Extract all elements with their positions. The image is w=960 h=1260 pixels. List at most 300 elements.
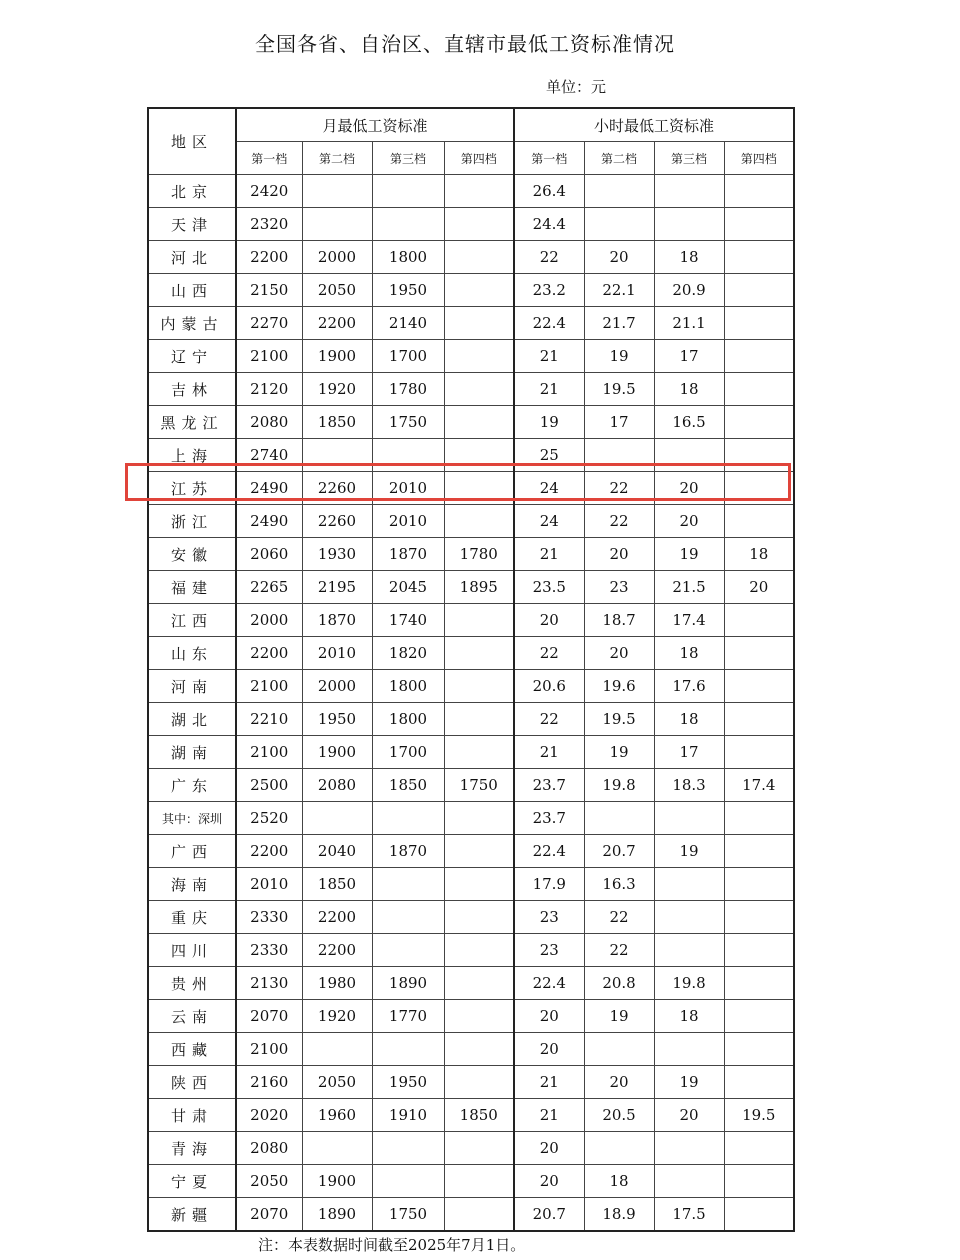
monthly-tier-4-cell [444,901,514,934]
monthly-tier-3-cell: 1700 [372,340,444,373]
table-row [148,406,794,439]
hourly-tier-2-cell: 22 [584,934,654,967]
monthly-tier-1-cell: 2120 [236,373,302,406]
monthly-tier-2-cell: 1920 [302,373,372,406]
monthly-tier-1-cell: 2490 [236,472,302,505]
monthly-tier-1-cell: 2020 [236,1099,302,1132]
monthly-tier-4-cell: 1895 [444,571,514,604]
monthly-tier-1-cell: 2330 [236,901,302,934]
monthly-tier-4-cell [444,1132,514,1165]
monthly-tier-3-cell: 1910 [372,1099,444,1132]
hourly-tier-1-cell: 20 [514,1000,584,1033]
monthly-tier-2-header: 第二档 [302,142,372,175]
monthly-tier-2-cell [302,1132,372,1165]
monthly-tier-3-cell: 1890 [372,967,444,1000]
table-row [148,208,794,241]
monthly-tier-2-cell: 2200 [302,307,372,340]
hourly-tier-3-cell [654,901,724,934]
hourly-tier-4-cell: 18 [724,538,794,571]
monthly-tier-3-cell: 1820 [372,637,444,670]
hourly-tier-4-header: 第四档 [724,142,794,175]
hourly-tier-2-cell: 20.8 [584,967,654,1000]
monthly-tier-1-cell: 2070 [236,1198,302,1232]
hourly-tier-3-header: 第三档 [654,142,724,175]
table-row [148,175,794,208]
hourly-tier-3-cell [654,1132,724,1165]
monthly-tier-4-cell [444,835,514,868]
monthly-tier-4-cell [444,505,514,538]
hourly-tier-4-cell [724,406,794,439]
monthly-tier-3-cell: 2010 [372,472,444,505]
hourly-tier-3-cell: 20 [654,1099,724,1132]
hourly-tier-1-cell: 21 [514,373,584,406]
region-cell: 山西 [148,274,236,307]
hourly-tier-1-cell: 22 [514,637,584,670]
region-cell: 安徽 [148,538,236,571]
monthly-tier-2-cell: 1850 [302,406,372,439]
hourly-tier-3-cell: 18.3 [654,769,724,802]
monthly-tier-3-cell [372,868,444,901]
monthly-tier-4-cell [444,670,514,703]
hourly-tier-2-cell [584,802,654,835]
monthly-tier-3-cell [372,1165,444,1198]
region-cell: 广西 [148,835,236,868]
hourly-tier-2-cell: 19 [584,1000,654,1033]
monthly-tier-4-cell: 1750 [444,769,514,802]
table-row [148,637,794,670]
monthly-tier-4-header: 第四档 [444,142,514,175]
monthly-tier-1-cell: 2000 [236,604,302,637]
monthly-tier-2-cell: 1890 [302,1198,372,1232]
region-cell: 天津 [148,208,236,241]
hourly-tier-3-cell: 20 [654,472,724,505]
hourly-tier-3-cell: 17.5 [654,1198,724,1232]
table-row [148,340,794,373]
monthly-tier-3-cell: 1850 [372,769,444,802]
table-row [148,1033,794,1066]
table-row [148,934,794,967]
region-cell: 宁夏 [148,1165,236,1198]
monthly-tier-1-cell: 2160 [236,1066,302,1099]
region-cell: 浙江 [148,505,236,538]
monthly-tier-3-cell: 1780 [372,373,444,406]
monthly-tier-1-cell: 2080 [236,1132,302,1165]
table-row [148,373,794,406]
hourly-tier-2-cell [584,1033,654,1066]
hourly-tier-4-cell [724,274,794,307]
region-cell: 黑龙江 [148,406,236,439]
monthly-tier-3-cell: 1950 [372,274,444,307]
monthly-tier-2-cell: 2040 [302,835,372,868]
hourly-tier-2-cell: 20 [584,637,654,670]
monthly-tier-3-cell: 1800 [372,703,444,736]
monthly-tier-2-cell: 1900 [302,1165,372,1198]
region-cell: 福建 [148,571,236,604]
hourly-tier-4-cell [724,604,794,637]
monthly-header: 月最低工资标准 [236,108,514,142]
monthly-tier-4-cell [444,208,514,241]
hourly-tier-3-cell: 16.5 [654,406,724,439]
hourly-tier-1-cell: 23.2 [514,274,584,307]
hourly-tier-1-cell: 23.5 [514,571,584,604]
hourly-tier-2-cell [584,1132,654,1165]
hourly-tier-3-cell [654,1033,724,1066]
table-row [148,967,794,1000]
hourly-tier-4-cell [724,901,794,934]
table-row [148,505,794,538]
hourly-tier-2-cell: 22 [584,505,654,538]
monthly-tier-4-cell [444,703,514,736]
region-cell: 青海 [148,1132,236,1165]
hourly-tier-1-cell: 24 [514,505,584,538]
hourly-tier-4-cell [724,868,794,901]
hourly-tier-3-cell [654,208,724,241]
monthly-tier-2-cell: 1920 [302,1000,372,1033]
hourly-tier-1-cell: 22.4 [514,967,584,1000]
monthly-tier-3-cell: 1870 [372,835,444,868]
hourly-tier-2-cell: 22.1 [584,274,654,307]
monthly-tier-1-cell: 2265 [236,571,302,604]
table-row [148,802,794,835]
monthly-tier-2-cell: 2050 [302,274,372,307]
monthly-tier-1-cell: 2050 [236,1165,302,1198]
monthly-tier-3-cell: 1950 [372,1066,444,1099]
table-row [148,1165,794,1198]
monthly-tier-4-cell [444,802,514,835]
hourly-tier-3-cell: 21.1 [654,307,724,340]
hourly-tier-3-cell: 18 [654,1000,724,1033]
hourly-tier-2-cell: 23 [584,571,654,604]
hourly-tier-3-cell: 18 [654,373,724,406]
hourly-tier-2-cell: 18 [584,1165,654,1198]
hourly-tier-1-cell: 25 [514,439,584,472]
hourly-tier-4-cell [724,373,794,406]
hourly-tier-2-cell: 17 [584,406,654,439]
hourly-tier-4-cell [724,1198,794,1232]
monthly-tier-4-cell [444,175,514,208]
hourly-tier-4-cell [724,340,794,373]
monthly-tier-2-cell: 1930 [302,538,372,571]
hourly-tier-4-cell [724,736,794,769]
hourly-tier-3-cell: 18 [654,703,724,736]
table-row [148,703,794,736]
monthly-tier-4-cell [444,637,514,670]
region-cell: 北京 [148,175,236,208]
monthly-tier-3-cell [372,901,444,934]
table-row [148,736,794,769]
hourly-tier-3-cell: 19 [654,835,724,868]
hourly-tier-4-cell [724,670,794,703]
monthly-tier-3-cell: 1750 [372,406,444,439]
monthly-tier-4-cell [444,241,514,274]
region-cell: 海南 [148,868,236,901]
hourly-tier-2-cell: 19 [584,340,654,373]
table-row [148,241,794,274]
hourly-tier-4-cell [724,1132,794,1165]
monthly-tier-3-cell: 2010 [372,505,444,538]
table-row [148,1000,794,1033]
hourly-tier-2-cell: 21.7 [584,307,654,340]
monthly-tier-2-cell: 2080 [302,769,372,802]
monthly-tier-2-cell: 2200 [302,934,372,967]
highlight-box [125,463,791,501]
table-row [148,571,794,604]
monthly-tier-1-cell: 2330 [236,934,302,967]
region-cell: 四川 [148,934,236,967]
hourly-tier-2-cell: 22 [584,472,654,505]
monthly-tier-1-cell: 2520 [236,802,302,835]
region-cell: 云南 [148,1000,236,1033]
monthly-tier-1-cell: 2070 [236,1000,302,1033]
monthly-tier-1-cell: 2200 [236,241,302,274]
monthly-tier-2-cell: 1870 [302,604,372,637]
monthly-tier-2-cell: 1900 [302,736,372,769]
hourly-tier-2-cell: 19 [584,736,654,769]
hourly-tier-3-cell [654,802,724,835]
hourly-tier-2-header: 第二档 [584,142,654,175]
hourly-tier-1-cell: 20 [514,1132,584,1165]
unit-label: 单位：元 [546,78,607,96]
table-row [148,670,794,703]
hourly-tier-1-cell: 21 [514,1066,584,1099]
monthly-tier-1-cell: 2200 [236,637,302,670]
table-row [148,604,794,637]
hourly-tier-3-cell [654,175,724,208]
hourly-tier-3-cell: 21.5 [654,571,724,604]
hourly-tier-3-cell: 17.4 [654,604,724,637]
monthly-tier-4-cell [444,868,514,901]
hourly-tier-1-header: 第一档 [514,142,584,175]
hourly-header: 小时最低工资标准 [514,108,794,142]
hourly-tier-2-cell: 19.5 [584,703,654,736]
monthly-tier-2-cell [302,802,372,835]
hourly-tier-3-cell: 17 [654,340,724,373]
monthly-tier-3-cell: 1750 [372,1198,444,1232]
monthly-tier-2-cell: 2050 [302,1066,372,1099]
region-cell: 陕西 [148,1066,236,1099]
page-title: 全国各省、自治区、直辖市最低工资标准情况 [255,32,675,56]
hourly-tier-3-cell: 19 [654,1066,724,1099]
hourly-tier-3-cell: 20.9 [654,274,724,307]
hourly-tier-4-cell [724,1066,794,1099]
hourly-tier-4-cell [724,637,794,670]
hourly-tier-2-cell [584,175,654,208]
hourly-tier-3-cell [654,1165,724,1198]
region-cell: 湖南 [148,736,236,769]
hourly-tier-1-cell: 20 [514,1033,584,1066]
hourly-tier-1-cell: 22.4 [514,835,584,868]
table-row [148,538,794,571]
monthly-tier-4-cell [444,274,514,307]
monthly-tier-1-cell: 2130 [236,967,302,1000]
region-cell: 江苏 [148,472,236,505]
monthly-tier-2-cell: 2000 [302,670,372,703]
monthly-tier-1-cell: 2060 [236,538,302,571]
monthly-tier-3-cell [372,934,444,967]
monthly-tier-3-cell: 1740 [372,604,444,637]
hourly-tier-1-cell: 23.7 [514,802,584,835]
hourly-tier-3-cell: 19.8 [654,967,724,1000]
hourly-tier-2-cell: 22 [584,901,654,934]
region-cell: 吉林 [148,373,236,406]
monthly-tier-3-cell: 2140 [372,307,444,340]
monthly-tier-3-cell [372,1033,444,1066]
monthly-tier-1-cell: 2420 [236,175,302,208]
monthly-tier-4-cell [444,1198,514,1232]
monthly-tier-4-cell [444,1033,514,1066]
monthly-tier-2-cell: 1950 [302,703,372,736]
monthly-tier-1-cell: 2100 [236,670,302,703]
hourly-tier-1-cell: 21 [514,340,584,373]
hourly-tier-4-cell [724,835,794,868]
monthly-tier-3-cell: 1770 [372,1000,444,1033]
hourly-tier-4-cell [724,175,794,208]
hourly-tier-1-cell: 26.4 [514,175,584,208]
region-cell: 湖北 [148,703,236,736]
hourly-tier-4-cell [724,241,794,274]
monthly-tier-4-cell [444,967,514,1000]
region-cell: 辽宁 [148,340,236,373]
region-cell: 甘肃 [148,1099,236,1132]
footnote: 注：本表数据时间截至2025年7月1日。 [258,1236,526,1254]
monthly-tier-4-cell [444,1000,514,1033]
hourly-tier-1-cell: 21 [514,736,584,769]
hourly-tier-4-cell [724,1000,794,1033]
hourly-tier-4-cell [724,967,794,1000]
region-cell: 其中：深圳 [148,802,236,835]
hourly-tier-4-cell [724,802,794,835]
hourly-tier-1-cell: 20 [514,1165,584,1198]
monthly-tier-4-cell [444,307,514,340]
hourly-tier-2-cell: 20.5 [584,1099,654,1132]
monthly-tier-1-cell: 2150 [236,274,302,307]
region-cell: 广东 [148,769,236,802]
minimum-wage-table [147,107,795,1232]
hourly-tier-4-cell [724,208,794,241]
hourly-tier-2-cell: 16.3 [584,868,654,901]
table-row [148,1198,794,1232]
hourly-tier-4-cell [724,505,794,538]
monthly-tier-2-cell [302,208,372,241]
hourly-tier-1-cell: 23 [514,934,584,967]
hourly-tier-1-cell: 19 [514,406,584,439]
monthly-tier-2-cell: 2260 [302,472,372,505]
monthly-tier-4-cell [444,1066,514,1099]
hourly-tier-1-cell: 20.7 [514,1198,584,1232]
monthly-tier-2-cell: 1960 [302,1099,372,1132]
hourly-tier-1-cell: 20.6 [514,670,584,703]
monthly-tier-3-cell: 1800 [372,241,444,274]
monthly-tier-1-cell: 2100 [236,1033,302,1066]
monthly-tier-1-cell: 2740 [236,439,302,472]
monthly-tier-1-cell: 2490 [236,505,302,538]
monthly-tier-2-cell: 1900 [302,340,372,373]
hourly-tier-3-cell: 18 [654,637,724,670]
monthly-tier-3-cell [372,1132,444,1165]
hourly-tier-2-cell: 19.6 [584,670,654,703]
monthly-tier-2-cell: 1980 [302,967,372,1000]
monthly-tier-1-cell: 2500 [236,769,302,802]
monthly-tier-1-header: 第一档 [236,142,302,175]
table-row [148,868,794,901]
table-row [148,835,794,868]
hourly-tier-3-cell: 17.6 [654,670,724,703]
hourly-tier-4-cell: 20 [724,571,794,604]
hourly-tier-1-cell: 24.4 [514,208,584,241]
hourly-tier-1-cell: 17.9 [514,868,584,901]
table-row [148,1066,794,1099]
monthly-tier-4-cell [444,736,514,769]
monthly-tier-3-cell: 1800 [372,670,444,703]
hourly-tier-2-cell: 18.9 [584,1198,654,1232]
region-cell: 上海 [148,439,236,472]
monthly-tier-2-cell: 1850 [302,868,372,901]
monthly-tier-4-cell [444,340,514,373]
hourly-tier-2-cell: 20 [584,538,654,571]
hourly-tier-2-cell: 20 [584,241,654,274]
region-cell: 新疆 [148,1198,236,1232]
table-row [148,1132,794,1165]
monthly-tier-1-cell: 2270 [236,307,302,340]
monthly-tier-3-cell: 1700 [372,736,444,769]
monthly-tier-4-cell: 1850 [444,1099,514,1132]
monthly-tier-2-cell [302,175,372,208]
hourly-tier-4-cell: 19.5 [724,1099,794,1132]
hourly-tier-2-cell: 20.7 [584,835,654,868]
monthly-tier-3-cell [372,175,444,208]
monthly-tier-3-cell: 2045 [372,571,444,604]
monthly-tier-4-cell: 1780 [444,538,514,571]
region-cell: 河南 [148,670,236,703]
monthly-tier-2-cell: 2195 [302,571,372,604]
region-cell: 江西 [148,604,236,637]
monthly-tier-2-cell [302,1033,372,1066]
monthly-tier-2-cell: 2200 [302,901,372,934]
region-cell: 贵州 [148,967,236,1000]
monthly-tier-1-cell: 2080 [236,406,302,439]
monthly-tier-1-cell: 2100 [236,340,302,373]
table-row [148,307,794,340]
region-cell: 重庆 [148,901,236,934]
region-cell: 西藏 [148,1033,236,1066]
hourly-tier-1-cell: 24 [514,472,584,505]
monthly-tier-3-cell [372,802,444,835]
hourly-tier-4-cell [724,1033,794,1066]
monthly-tier-1-cell: 2100 [236,736,302,769]
hourly-tier-1-cell: 22.4 [514,307,584,340]
region-cell: 河北 [148,241,236,274]
hourly-tier-3-cell [654,934,724,967]
monthly-tier-3-cell [372,208,444,241]
hourly-tier-2-cell [584,208,654,241]
table-row [148,769,794,802]
region-header: 地区 [148,108,236,175]
hourly-tier-1-cell: 21 [514,1099,584,1132]
hourly-tier-3-cell: 19 [654,538,724,571]
table-body [148,175,794,1232]
hourly-tier-4-cell: 17.4 [724,769,794,802]
hourly-tier-1-cell: 23.7 [514,769,584,802]
table-row [148,901,794,934]
monthly-tier-4-cell [444,406,514,439]
table-row [148,274,794,307]
monthly-tier-1-cell: 2010 [236,868,302,901]
hourly-tier-2-cell: 19.5 [584,373,654,406]
monthly-tier-1-cell: 2200 [236,835,302,868]
hourly-tier-2-cell: 19.8 [584,769,654,802]
table-row [148,1099,794,1132]
monthly-tier-4-cell [444,934,514,967]
